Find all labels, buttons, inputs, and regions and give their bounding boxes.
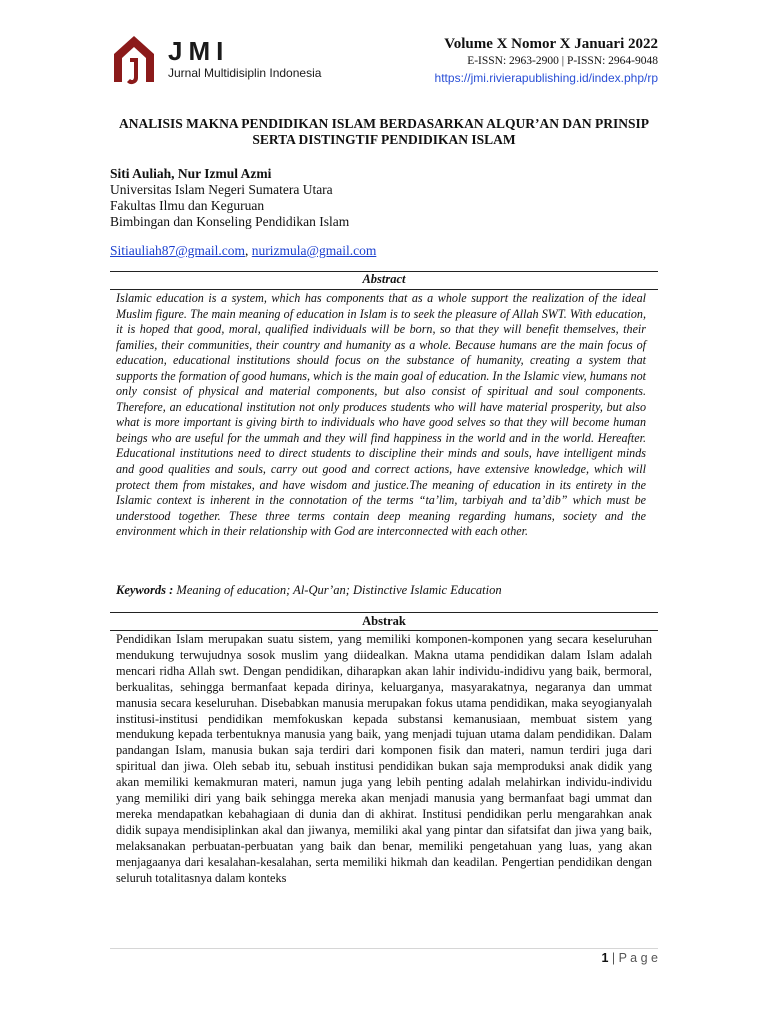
article-title: ANALISIS MAKNA PENDIDIKAN ISLAM BERDASARKAN ALQUR’AN DAN PRINSIP SERTA DISTINGTIF PENDIDIKAN ISLAM xyxy=(119,116,649,147)
journal-logo xyxy=(110,30,350,90)
abstract-english-text: Islamic education is a system, which has components that as a whole support the realization of the ideal Muslim figure. The main meaning of education in Islam is to seek the pleasure of Allah SWT. With education, it is hoped that good, moral, qualified individuals will be born, so that they will benefit themselves, their families, their communities, their country and humanity as a whole. Because humans are the main focus of education, educational institutions should focus on the substance of humanity, creating a system that supports the formation of good humans, which is the main goal of education. In the Islamic view, humans not only consist of physical and material components, but also consist of spiritual and soul components. Therefore, an educational institution not only produces students who will have material prosperity, but also what is more important is giving birth to individuals who have good selves so that they will become human beings who are useful for the ummah and they will find happiness in the world and in the world. Hereafter. Educational institutions need to direct students to discipline their minds and souls, have intelligent minds and good qualities and souls, carry out good and correct actions, have extensive knowledge, which will protect them from mistakes, and have wisdom and justice.The meaning of education in its entirety in the Islamic context is inherent in the connotation of the terms “ta’lim, tarbiyah and ta’dib” which must be understood together. These three terms contain deep meaning regarding humans, society and the environment which in their relationship with God are interconnected with each other. xyxy=(116,291,646,539)
house-logo-icon xyxy=(110,32,158,88)
email-separator: , xyxy=(245,243,252,258)
keywords-line xyxy=(116,583,502,598)
affiliation-faculty: Fakultas Ilmu dan Keguruan xyxy=(110,198,265,213)
p-issn: P-ISSN: 2964-9048 xyxy=(566,55,658,67)
abstrak-heading: Abstrak xyxy=(362,614,406,628)
journal-meta xyxy=(435,36,658,87)
abstrak-heading-rule xyxy=(110,630,658,631)
e-issn: E-ISSN: 2963-2900 xyxy=(467,55,559,67)
abstrak-top-rule xyxy=(110,612,658,613)
issn-separator: | xyxy=(558,55,567,67)
author-emails xyxy=(110,243,376,259)
issn-info xyxy=(435,53,658,69)
footer-rule xyxy=(110,948,658,949)
keywords-values: Meaning of education; Al-Qur’an; Distinctive Islamic Education xyxy=(173,583,502,597)
logo-text: JMI xyxy=(168,36,230,66)
email-link-2[interactable]: nurizmula@gmail.com xyxy=(251,243,377,258)
keywords-label: Keywords : xyxy=(116,583,174,597)
page-number xyxy=(601,951,658,965)
abstract-heading-rule xyxy=(110,289,658,290)
author-names: Siti Auliah, Nur Izmul Azmi xyxy=(110,166,272,181)
volume-info: Volume X Nomor X Januari 2022 xyxy=(444,36,658,52)
affiliation-department: Bimbingan dan Konseling Pendidikan Islam xyxy=(110,214,350,229)
abstract-heading: Abstract xyxy=(362,272,406,286)
author-block xyxy=(110,166,349,230)
affiliation-university: Universitas Islam Negeri Sumatera Utara xyxy=(110,182,333,197)
journal-header xyxy=(110,30,658,96)
page-number-value: 1 xyxy=(601,951,609,965)
logo-subtitle: Jurnal Multidisiplin Indonesia xyxy=(168,66,322,80)
email-link-1[interactable]: Sitiauliah87@gmail.com xyxy=(110,243,246,258)
journal-url-link[interactable]: https://jmi.rivierapublishing.id/index.php/rp xyxy=(434,71,658,85)
abstract-indonesian-text: Pendidikan Islam merupakan suatu sistem, yang memiliki komponen-komponen yang secara keseluruhan mendukung terwujudnya sosok muslim yang diidealkan. Makna utama pendidikan dalam Islam adalah mencari ridha Allah swt. Dengan pendidikan, diharapkan akan lahir individu-indidivu yang baik, bermoral, berkualitas, sehingga bermanfaat kepada dirinya, keluarganya, masyarakatnya, negaranya dan ummat manusia secara keseluruhan. Disebabkan manusia merupakan fokus utama pendidikan, maka seyogianyalah institusi-institusi pendidikan memfokuskan kepada substansi kemanusiaan, membuat sistem yang mendukung kepada terbentuknya manusia yang baik, yang menjadi tujuan utama dalam pendidikan. Dalam pandangan Islam, manusia bukan saja terdiri dari komponen fisik dan materi, namun terdiri juga dari spiritual dan jiwa. Oleh sebab itu, sebuah institusi pendidikan bukan saja memproduksi anak didik yang akan memiliki kemakmuran materi, namun juga yang lebih penting adalah melahirkan individu-individu yang memiliki diri yang baik sehingga mereka akan menjadi manusia yang bermanfaat bagi ummat dan mereka mendapatkan kebahagiaan di dunia dan di akhirat. Institusi pendidikan perlu mengarahkan anak didik supaya mendisiplinkan akal dan jiwanya, memiliki akal yang pintar dan sifatsifat dan jiwa yang baik, melaksanakan perbuatan-perbuatan yang baik dan benar, memiliki pengetahuan yang luas, yang akan menjagaanya dari kesalahan-kesalahan, serta memiliki hikmah dan keadilan. Pengertian pendidikan dengan seluruh totalitasnya dalam konteks xyxy=(116,632,652,885)
page-label: | P a g e xyxy=(608,951,658,965)
